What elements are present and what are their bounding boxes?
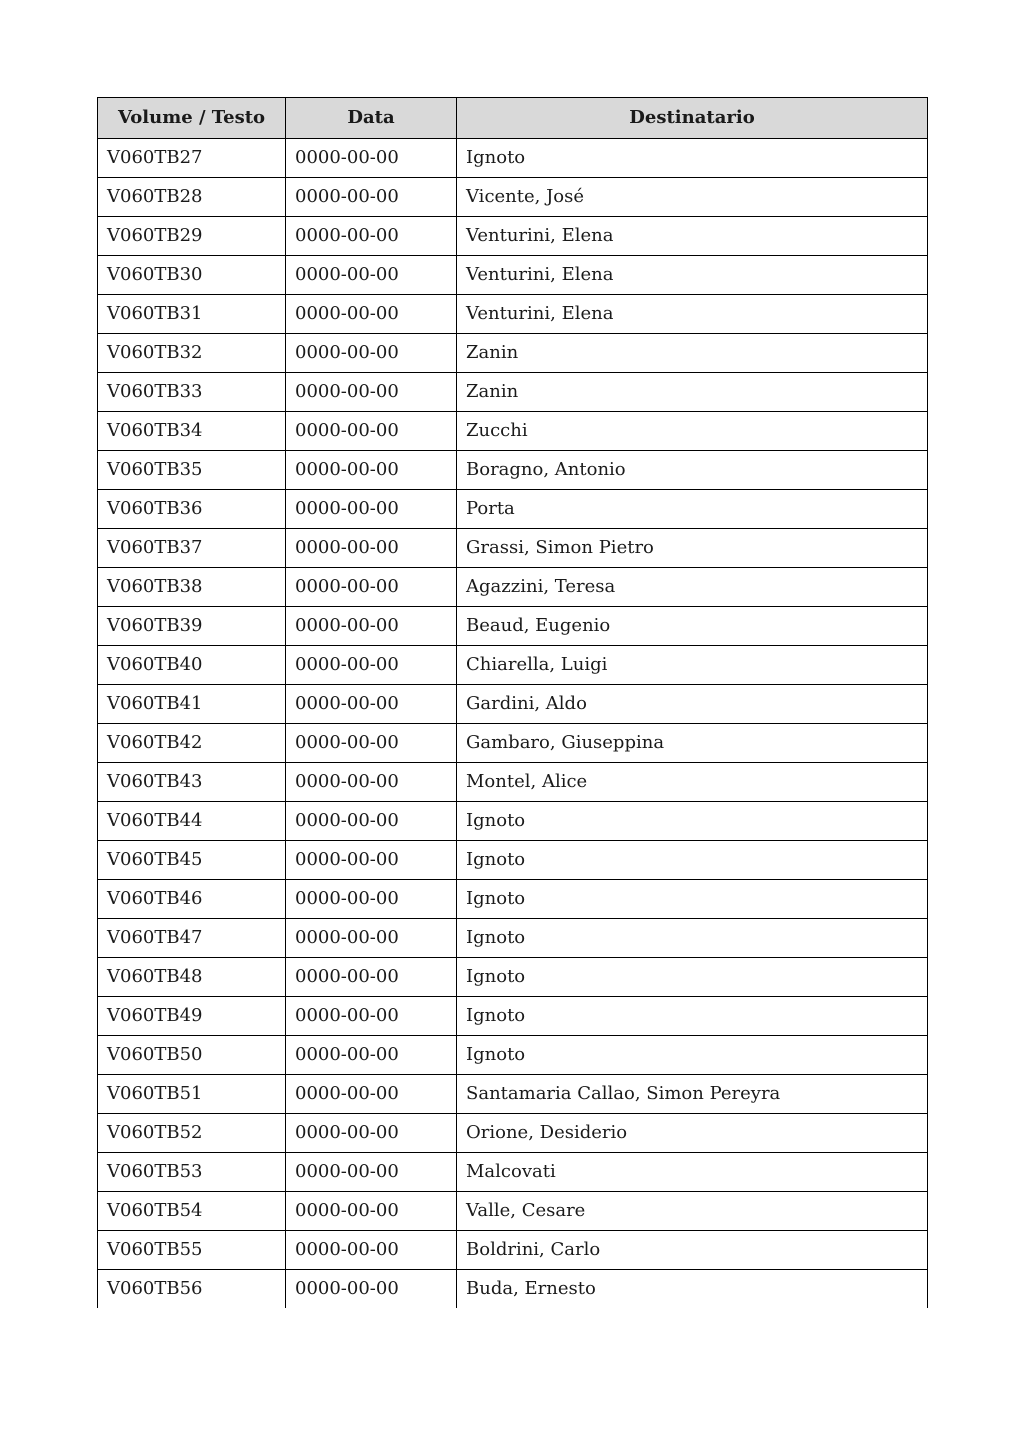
cell-volume-testo: V060TB42	[98, 724, 286, 763]
cell-volume-testo: V060TB28	[98, 178, 286, 217]
cell-destinatario: Zucchi	[457, 412, 928, 451]
header-row	[98, 98, 928, 139]
cell-destinatario: Porta	[457, 490, 928, 529]
cell-data: 0000-00-00	[286, 1075, 457, 1114]
cell-volume-testo: V060TB47	[98, 919, 286, 958]
table-row	[98, 1153, 928, 1192]
cell-destinatario: Ignoto	[457, 880, 928, 919]
table-row	[98, 451, 928, 490]
cell-data: 0000-00-00	[286, 178, 457, 217]
cell-volume-testo: V060TB49	[98, 997, 286, 1036]
cell-volume-testo: V060TB30	[98, 256, 286, 295]
cell-data: 0000-00-00	[286, 802, 457, 841]
cell-destinatario: Agazzini, Teresa	[457, 568, 928, 607]
table-row	[98, 412, 928, 451]
table-row	[98, 841, 928, 880]
header-data: Data	[286, 98, 457, 139]
table-row	[98, 607, 928, 646]
cell-data: 0000-00-00	[286, 1114, 457, 1153]
cell-destinatario: Boldrini, Carlo	[457, 1231, 928, 1270]
table-row	[98, 256, 928, 295]
cell-destinatario: Malcovati	[457, 1153, 928, 1192]
cell-volume-testo: V060TB50	[98, 1036, 286, 1075]
cell-volume-testo: V060TB36	[98, 490, 286, 529]
cell-data: 0000-00-00	[286, 1231, 457, 1270]
table-row	[98, 1036, 928, 1075]
table-row	[98, 880, 928, 919]
cell-volume-testo: V060TB45	[98, 841, 286, 880]
cell-data: 0000-00-00	[286, 412, 457, 451]
cell-destinatario: Ignoto	[457, 841, 928, 880]
cell-destinatario: Venturini, Elena	[457, 256, 928, 295]
cell-destinatario: Venturini, Elena	[457, 295, 928, 334]
cell-destinatario: Gambaro, Giuseppina	[457, 724, 928, 763]
cell-volume-testo: V060TB52	[98, 1114, 286, 1153]
table-row	[98, 373, 928, 412]
table-row	[98, 529, 928, 568]
cell-destinatario: Zanin	[457, 334, 928, 373]
cell-destinatario: Ignoto	[457, 802, 928, 841]
table-row	[98, 568, 928, 607]
header-destinatario: Destinatario	[457, 98, 928, 139]
cell-destinatario: Chiarella, Luigi	[457, 646, 928, 685]
cell-destinatario: Valle, Cesare	[457, 1192, 928, 1231]
table-row	[98, 1075, 928, 1114]
cell-data: 0000-00-00	[286, 217, 457, 256]
cell-destinatario: Buda, Ernesto	[457, 1270, 928, 1309]
letters-table	[97, 97, 928, 1308]
header-volume-testo: Volume / Testo	[98, 98, 286, 139]
cell-data: 0000-00-00	[286, 1270, 457, 1309]
cell-destinatario: Beaud, Eugenio	[457, 607, 928, 646]
table-row	[98, 724, 928, 763]
cell-destinatario: Ignoto	[457, 139, 928, 178]
table-header	[98, 98, 928, 139]
cell-data: 0000-00-00	[286, 139, 457, 178]
cell-destinatario: Venturini, Elena	[457, 217, 928, 256]
cell-data: 0000-00-00	[286, 724, 457, 763]
cell-volume-testo: V060TB27	[98, 139, 286, 178]
cell-data: 0000-00-00	[286, 763, 457, 802]
cell-volume-testo: V060TB53	[98, 1153, 286, 1192]
cell-volume-testo: V060TB31	[98, 295, 286, 334]
cell-destinatario: Zanin	[457, 373, 928, 412]
cell-volume-testo: V060TB32	[98, 334, 286, 373]
table-body	[98, 139, 928, 1309]
table-row	[98, 217, 928, 256]
cell-data: 0000-00-00	[286, 841, 457, 880]
cell-data: 0000-00-00	[286, 880, 457, 919]
cell-volume-testo: V060TB51	[98, 1075, 286, 1114]
cell-destinatario: Ignoto	[457, 1036, 928, 1075]
table-row	[98, 1231, 928, 1270]
table-row	[98, 958, 928, 997]
cell-data: 0000-00-00	[286, 1153, 457, 1192]
cell-data: 0000-00-00	[286, 568, 457, 607]
cell-volume-testo: V060TB37	[98, 529, 286, 568]
cell-data: 0000-00-00	[286, 919, 457, 958]
cell-data: 0000-00-00	[286, 1036, 457, 1075]
cell-destinatario: Gardini, Aldo	[457, 685, 928, 724]
cell-data: 0000-00-00	[286, 334, 457, 373]
cell-volume-testo: V060TB40	[98, 646, 286, 685]
cell-volume-testo: V060TB41	[98, 685, 286, 724]
table-row	[98, 1192, 928, 1231]
cell-volume-testo: V060TB39	[98, 607, 286, 646]
table-row	[98, 646, 928, 685]
cell-volume-testo: V060TB54	[98, 1192, 286, 1231]
table-row	[98, 919, 928, 958]
cell-data: 0000-00-00	[286, 295, 457, 334]
cell-data: 0000-00-00	[286, 646, 457, 685]
table-row	[98, 685, 928, 724]
cell-data: 0000-00-00	[286, 958, 457, 997]
cell-volume-testo: V060TB38	[98, 568, 286, 607]
cell-destinatario: Ignoto	[457, 997, 928, 1036]
cell-data: 0000-00-00	[286, 256, 457, 295]
cell-volume-testo: V060TB55	[98, 1231, 286, 1270]
cell-destinatario: Santamaria Callao, Simon Pereyra	[457, 1075, 928, 1114]
cell-volume-testo: V060TB46	[98, 880, 286, 919]
cell-volume-testo: V060TB56	[98, 1270, 286, 1309]
cell-data: 0000-00-00	[286, 607, 457, 646]
cell-volume-testo: V060TB33	[98, 373, 286, 412]
cell-volume-testo: V060TB35	[98, 451, 286, 490]
cell-volume-testo: V060TB43	[98, 763, 286, 802]
cell-destinatario: Ignoto	[457, 958, 928, 997]
document-page	[97, 97, 927, 1308]
table-row	[98, 763, 928, 802]
table-row	[98, 997, 928, 1036]
cell-data: 0000-00-00	[286, 490, 457, 529]
table-row	[98, 139, 928, 178]
cell-destinatario: Orione, Desiderio	[457, 1114, 928, 1153]
cell-volume-testo: V060TB44	[98, 802, 286, 841]
table-row	[98, 490, 928, 529]
table-row	[98, 295, 928, 334]
cell-data: 0000-00-00	[286, 529, 457, 568]
cell-data: 0000-00-00	[286, 1192, 457, 1231]
table-row	[98, 1270, 928, 1309]
cell-destinatario: Grassi, Simon Pietro	[457, 529, 928, 568]
table-row	[98, 334, 928, 373]
table-row	[98, 178, 928, 217]
cell-destinatario: Montel, Alice	[457, 763, 928, 802]
table-row	[98, 1114, 928, 1153]
cell-destinatario: Ignoto	[457, 919, 928, 958]
cell-volume-testo: V060TB29	[98, 217, 286, 256]
table-row	[98, 802, 928, 841]
cell-volume-testo: V060TB48	[98, 958, 286, 997]
cell-destinatario: Vicente, José	[457, 178, 928, 217]
cell-data: 0000-00-00	[286, 373, 457, 412]
cell-data: 0000-00-00	[286, 451, 457, 490]
cell-destinatario: Boragno, Antonio	[457, 451, 928, 490]
cell-data: 0000-00-00	[286, 685, 457, 724]
cell-data: 0000-00-00	[286, 997, 457, 1036]
cell-volume-testo: V060TB34	[98, 412, 286, 451]
